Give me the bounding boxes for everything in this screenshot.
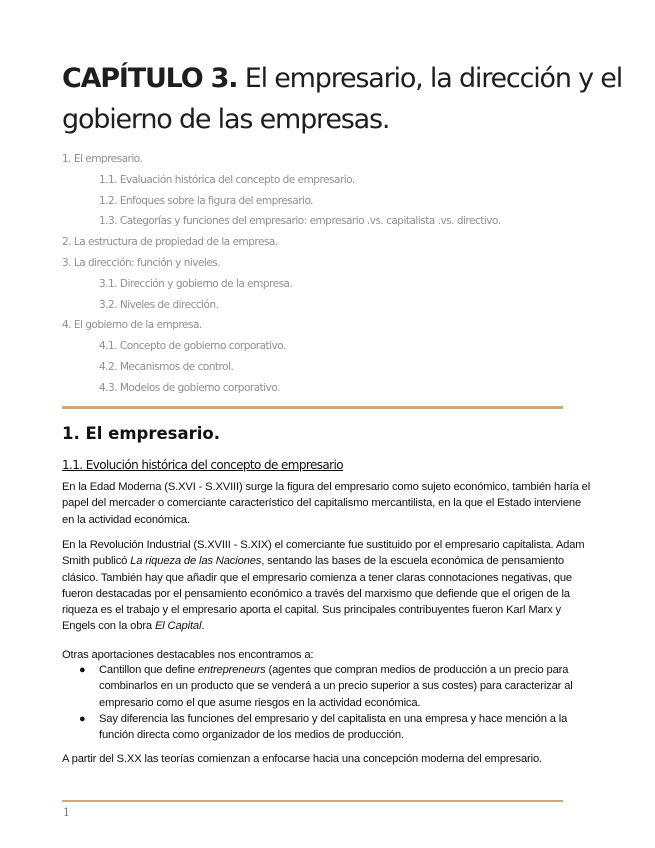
section-heading: 1. El empresario. <box>62 424 221 443</box>
toc-item: 1.1. Evaluación histórica del concepto de empresario. <box>99 173 355 186</box>
footer-divider <box>62 800 563 802</box>
page-number: 1 <box>63 806 70 819</box>
text-run: En la Revolución Industrial (S.XVIII - S.XIX) el comerciante fue sustituido por el empresario capitalista. Adam Smith publicó <box>62 539 585 568</box>
toc-item: 4.2. Mecanismos de control. <box>99 360 234 373</box>
toc-item: 1. El empresario. <box>62 153 143 165</box>
text-run: , sentando las bases de la escuela económica de pensamiento clásico. También hay que añadir que el empresario comienza a tener claras connotaciones negativas, que fueron destacadas por el pensamiento económico a través del marxismo que defiende que el origen de la riqueza es el trabajo y el empresario aporta el capital. Sus principales contribuyentes fueron Karl Marx y Engels con la obra <box>62 555 572 633</box>
toc-item: 2. La estructura de propiedad de la empresa. <box>62 236 278 249</box>
book-title-capital: El Capital <box>154 620 202 633</box>
list-item <box>62 711 596 744</box>
toc-item: 4. El gobierno de la empresa. <box>62 319 202 332</box>
table-of-contents <box>62 149 622 399</box>
text-run: Say diferencia las funciones del empresario y del capitalista en una empresa y hace mención a la función directa como organizador de los medios de producción. <box>99 712 568 742</box>
toc-item: 4.3. Modelos de gobierno corporativo. <box>99 381 280 394</box>
text-run: Cantillon que define <box>99 664 198 676</box>
paragraph-siglo-xx: A partir del S.XX las teorías comienzan a enfocarse hacia una concepción moderna del empresario. <box>62 753 542 765</box>
chapter-title-text: El empresario, la dirección y el gobierno de las empresas. <box>62 63 622 135</box>
toc-item: 1.2. Enfoques sobre la figura del empresario. <box>99 194 314 207</box>
subsection-heading: 1.1. Evolución histórica del concepto de empresario <box>62 458 343 472</box>
chapter-number: CAPÍTULO 3. <box>62 63 238 94</box>
bullet-icon: ● <box>79 712 86 725</box>
bullet-list <box>62 662 596 743</box>
list-item <box>62 662 596 711</box>
toc-item: 1.3. Categorías y funciones del empresario: empresario .vs. capitalista .vs. directivo. <box>99 215 501 228</box>
text-run: (agentes que compran medios de producción a un precio para combinarlos en un producto que se venderá a un precio superior a sus costes) para caracterizar al empresario como el que asume riesgos en la actividad económica. <box>99 664 573 709</box>
chapter-title <box>62 58 622 140</box>
bullet-icon: ● <box>79 664 86 676</box>
toc-item: 3. La dirección: función y niveles. <box>62 256 221 269</box>
paragraph-otras-aportaciones: Otras aportaciones destacables nos encontramos a: <box>62 649 314 661</box>
toc-item: 3.1. Dirección y gobierno de la empresa. <box>99 277 293 290</box>
text-run: . <box>201 620 205 633</box>
toc-item: 4.1. Concepto de gobierno corporativo. <box>99 340 286 353</box>
toc-item: 3.2. Niveles de dirección. <box>99 298 219 311</box>
paragraph-edad-moderna: En la Edad Moderna (S.XVI - S.XVIII) surge la figura del empresario como sujeto económico, también haría el papel del mercader o comerciante característico del capitalismo mercantilista, en la que el Estado interviene en la actividad económica. <box>62 481 591 526</box>
term-entrepreneurs: entrepreneurs <box>197 664 266 676</box>
paragraph-revolucion-industrial <box>62 537 596 635</box>
book-title-riqueza: La riqueza de las Naciones <box>130 555 262 568</box>
header-divider <box>62 406 563 409</box>
